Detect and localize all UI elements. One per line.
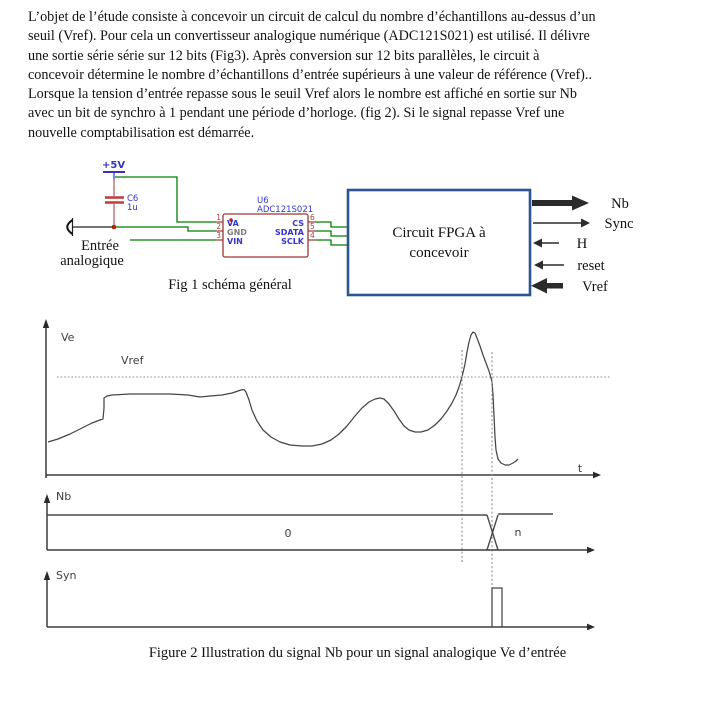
arrow-right-icon — [587, 624, 595, 631]
arrow-left-icon — [533, 239, 542, 248]
cap-value-label: 1u — [127, 203, 138, 213]
port-label-sync: Sync — [604, 216, 634, 232]
adc-part-label: ADC121S021 — [257, 205, 314, 215]
fig1-caption: Fig 1 schéma général — [168, 277, 292, 293]
pin-number-1: 1 — [216, 213, 221, 222]
power-symbol — [102, 160, 125, 179]
paragraph-line: seuil (Vref). Pour cela un convertisseur analogique numérique (ADC121S021) est utilisé. Il délivre — [28, 28, 590, 45]
paragraph-line: nouvelle comptabilisation est démarrée. — [28, 124, 255, 141]
port-label-reset: reset — [577, 258, 605, 274]
nb-axis-label: Nb — [56, 490, 72, 503]
fig2-timing-diagram — [43, 319, 610, 630]
bus-value-zero: 0 — [284, 527, 292, 540]
time-axis-label: t — [577, 462, 583, 475]
arrow-left-icon — [534, 261, 543, 270]
arrow-right-icon — [581, 219, 590, 228]
port-sync — [533, 216, 634, 232]
pin-number-3: 3 — [216, 231, 221, 240]
fpga-label-line1: Circuit FPGA à — [392, 225, 486, 241]
intro-paragraph — [28, 8, 596, 143]
input-label-line2: analogique — [60, 253, 124, 269]
paragraph-line: concevoir détermine le nombre d’échantillons d’entrée supérieurs à une valeur de référence (Vref).. — [28, 66, 593, 83]
syn-pulse — [492, 588, 502, 627]
adc-chip — [216, 196, 315, 257]
fig2-caption: Figure 2 Illustration du signal Nb pour un signal analogique Ve d’entrée — [148, 645, 567, 661]
arrow-up-icon — [44, 494, 50, 503]
ve-waveform — [48, 332, 518, 465]
pin-name-vin: VIN — [227, 237, 243, 246]
port-reset — [534, 258, 605, 274]
arrow-up-icon — [44, 571, 50, 580]
input-connector — [67, 218, 113, 236]
port-vref — [531, 278, 608, 295]
capacitor-c6 — [105, 179, 138, 229]
pin-number-6: 6 — [310, 213, 315, 222]
fpga-ports — [531, 196, 634, 296]
pin-name-cs: CS — [292, 219, 304, 228]
arrow-right-icon — [587, 547, 595, 554]
bus-value-n: n — [514, 526, 522, 539]
arrow-left-icon — [531, 278, 547, 294]
syn-axis-label: Syn — [56, 569, 77, 582]
syn-panel — [44, 569, 595, 630]
pin-name-gnd: GND — [227, 228, 247, 237]
power-label: +5V — [102, 160, 126, 171]
pin-name-va: VA — [227, 219, 239, 228]
paragraph-line: L’objet de l’étude consiste à concevoir un circuit de calcul du nombre d’échantillons au-dessus d’un — [28, 9, 596, 25]
input-label-line1: Entrée — [81, 238, 119, 254]
vref-label: Vref — [121, 354, 144, 367]
adc-ref-label: U6 — [257, 196, 269, 206]
port-label-nb: Nb — [611, 196, 629, 212]
pin-number-4: 4 — [310, 231, 315, 240]
fpga-label-line2: concevoir — [409, 245, 469, 261]
paragraph-line: Lorsque la tension d’entrée repasse sous le seuil Vref alors le nombre est affiché en sortie sur Nb — [28, 86, 578, 103]
arrow-right-icon — [572, 196, 589, 211]
arrow-right-icon — [593, 472, 601, 479]
pin-name-sclk: SCLK — [281, 237, 304, 246]
cap-ref-label: C6 — [127, 194, 139, 204]
nb-panel — [44, 490, 595, 553]
paragraph-line: une sortie série série sur 12 bits (Fig3). Après conversion sur 12 bits parallèles, le circuit à — [28, 47, 540, 64]
port-nb — [532, 196, 629, 213]
port-label-h: H — [576, 236, 588, 252]
port-label-vref: Vref — [582, 279, 608, 295]
paragraph-line: avec un bit de synchro à 1 pendant une période d’horloge. (fig 2). Si le signal repasse Vref une — [28, 105, 565, 122]
fig1-schematic — [60, 160, 633, 295]
port-h — [533, 236, 588, 252]
pin-number-5: 5 — [310, 222, 315, 231]
fpga-block — [348, 190, 530, 295]
ve-axis-label: Ve — [61, 331, 75, 344]
pin-name-sdata: SDATA — [275, 228, 304, 237]
ve-panel — [43, 319, 610, 588]
pin-number-2: 2 — [216, 222, 221, 231]
arrow-up-icon — [43, 319, 49, 328]
